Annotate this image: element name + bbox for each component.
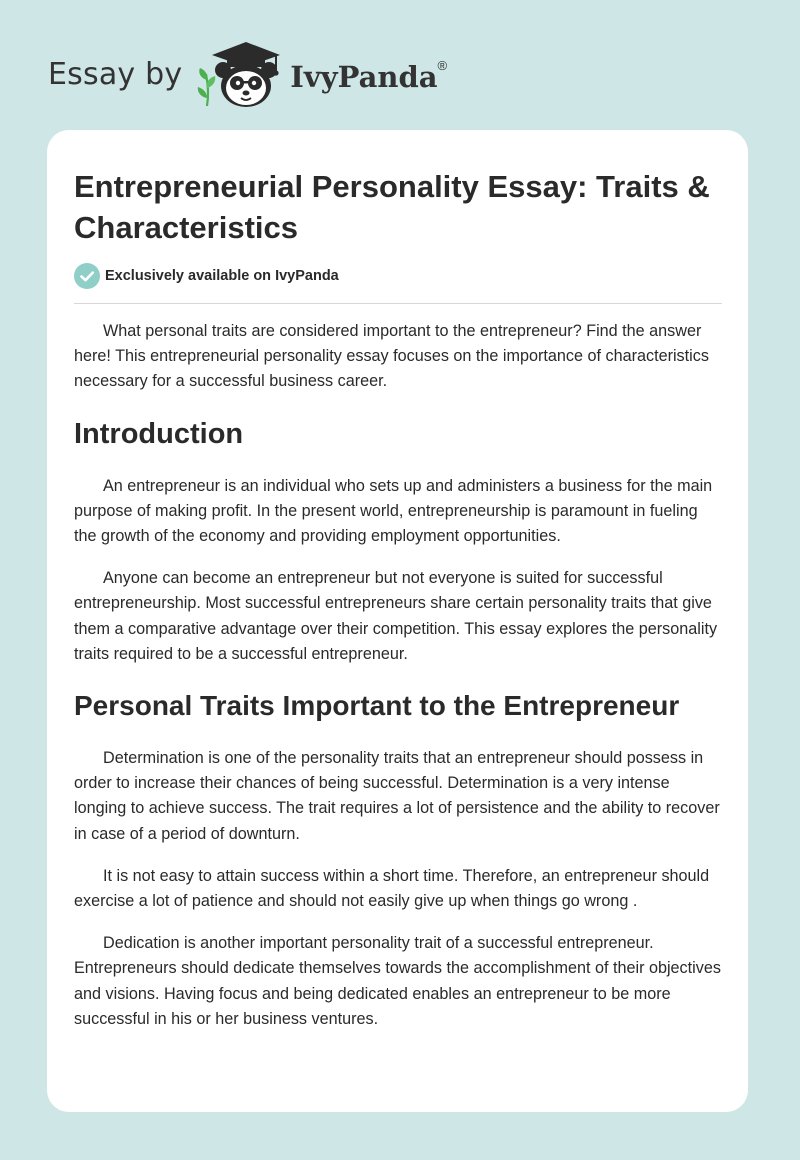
panda-logo-icon <box>194 36 286 112</box>
body-paragraph: Anyone can become an entrepreneur but not everyone is suited for successful entrepreneurship. Most successful entrepreneurs share certain personality traits that give them a comparative advantage over their competition. This essay explores the personality traits required to be a successful entrepreneur. <box>74 569 718 663</box>
body-paragraph: It is not easy to attain success within a short time. Therefore, an entrepreneur should exercise a lot of patience and should not easily give up when things go wrong . <box>74 866 710 911</box>
check-circle-icon <box>74 263 100 289</box>
title-divider <box>74 303 722 304</box>
essay-title: Entrepreneurial Personality Essay: Traits & Characteristics <box>74 169 710 245</box>
exclusive-badge-text: Exclusively available on IvyPanda <box>105 268 339 284</box>
brand-name: IvyPanda® <box>290 58 448 94</box>
site-header <box>48 36 447 112</box>
essay-by-label: Essay by <box>48 56 183 92</box>
body-paragraph: Determination is one of the personality traits that an entrepreneur should possess in order to increase their chances of being successful. Determination is a very intense longing to achieve success. The trait requires a lot of persistence and the ability to recover in case of a period of downturn. <box>74 749 720 843</box>
section-heading-introduction: Introduction <box>74 417 244 450</box>
section-heading-personal-traits: Personal Traits Important to the Entrepreneur <box>74 690 680 722</box>
registered-mark: ® <box>437 58 448 74</box>
body-paragraph: Dedication is another important personality trait of a successful entrepreneur. Entrepreneurs should dedicate themselves towards the accomplishment of their objectives and visions. Having focus and being dedicated enables an entrepreneur to be more successful in his or her business ventures. <box>74 934 721 1028</box>
body-paragraph: An entrepreneur is an individual who sets up and administers a business for the main purpose of making profit. In the present world, entrepreneurship is paramount in fueling the growth of the economy and providing employment opportunities. <box>74 476 713 546</box>
essay-body <box>74 319 724 1049</box>
essay-card <box>47 130 748 1112</box>
exclusive-badge <box>74 263 339 289</box>
intro-paragraph: What personal traits are considered important to the entrepreneur? Find the answer here! This entrepreneurial personality essay focuses on the importance of characteristics necessary for a successful business career. <box>74 322 709 391</box>
